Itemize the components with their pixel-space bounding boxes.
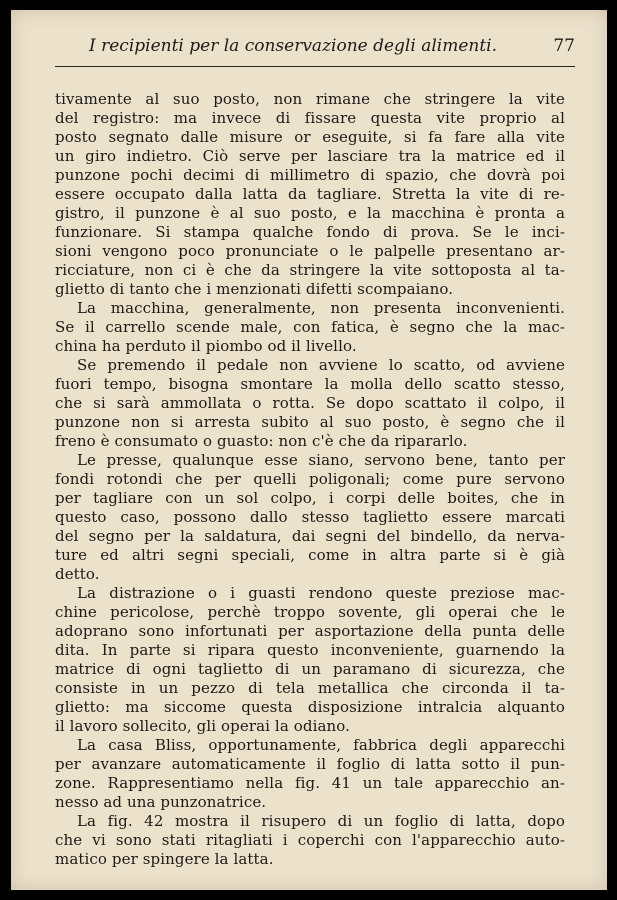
- paragraph: [55, 584, 565, 736]
- text-line: matico per spingere la latta.: [55, 850, 274, 868]
- text-line: La casa Bliss, opportunamente, fabbrica degli apparecchi: [77, 736, 565, 754]
- paragraph: [55, 356, 565, 451]
- text-line: Se il carrello scende male, con fatica, è segno che la mac-: [55, 318, 565, 336]
- text-line: fondi rotondi che per quelli poligonali; come pure servono: [55, 470, 565, 488]
- text-line: china ha perduto il piombo od il livello.: [55, 337, 357, 355]
- text-line: matrice di ogni taglietto di un paramano di sicurezza, che: [55, 660, 565, 678]
- text-line: che vi sono stati ritagliati i coperchi con l'apparecchio auto-: [55, 831, 565, 849]
- paragraph: [55, 812, 565, 869]
- text-line: per avanzare automaticamente il foglio di latta sotto il pun-: [55, 755, 565, 773]
- text-line: detto.: [55, 565, 100, 583]
- page-number: 77: [553, 36, 575, 56]
- text-line: freno è consumato o guasto: non c'è che da ripararlo.: [55, 432, 468, 450]
- text-line: fuori tempo, bisogna smontare la molla dello scatto stesso,: [55, 375, 565, 393]
- text-line: il lavoro sollecito, gli operai la odiano.: [55, 717, 351, 735]
- text-line: glietto: ma siccome questa disposizione intralcia alquanto: [55, 698, 565, 716]
- text-line: La distrazione o i guasti rendono queste preziose mac-: [77, 584, 565, 602]
- text-line: La macchina, generalmente, non presenta inconvenienti.: [77, 299, 565, 317]
- text-line: per tagliare con un sol colpo, i corpi delle boites, che in: [55, 489, 565, 507]
- book-page: [11, 10, 607, 890]
- text-line: punzone non si arresta subito al suo posto, è segno che il: [55, 413, 565, 431]
- text-line: gistro, il punzone è al suo posto, e la macchina è pronta a: [55, 204, 565, 222]
- text-line: del registro: ma invece di fissare questa vite proprio al: [55, 109, 565, 127]
- text-line: punzone pochi decimi di millimetro di spazio, che dovrà poi: [55, 166, 565, 184]
- paragraph: [55, 451, 565, 584]
- paragraph: [55, 90, 565, 299]
- text-line: Le presse, qualunque esse siano, servono bene, tanto per: [77, 451, 565, 469]
- text-line: consiste in un pezzo di tela metallica che circonda il ta-: [55, 679, 565, 697]
- text-line: La fig. 42 mostra il risupero di un foglio di latta, dopo: [77, 812, 565, 830]
- text-line: ture ed altri segni speciali, come in altra parte si è già: [55, 546, 565, 564]
- text-line: dita. In parte si ripara questo inconveniente, guarnendo la: [55, 641, 565, 659]
- text-line: che si sarà ammollata o rotta. Se dopo scattato il colpo, il: [55, 394, 565, 412]
- text-line: essere occupato dalla latta da tagliare. Stretta la vite di re-: [55, 185, 565, 203]
- body-text: [55, 90, 565, 869]
- running-title: I recipienti per la conservazione degli alimenti.: [89, 36, 498, 56]
- text-line: funzionare. Si stampa qualche fondo di prova. Se le inci-: [55, 223, 565, 241]
- running-header: [55, 36, 575, 67]
- text-line: adoprano sono infortunati per asportazione della punta delle: [55, 622, 565, 640]
- text-line: tivamente al suo posto, non rimane che stringere la vite: [55, 90, 565, 108]
- text-line: questo caso, possono dallo stesso taglietto essere marcati: [55, 508, 565, 526]
- text-line: sioni vengono poco pronunciate o le palpelle presentano ar-: [55, 242, 565, 260]
- text-line: nesso ad una punzonatrice.: [55, 793, 267, 811]
- text-line: chine pericolose, perchè troppo sovente, gli operai che le: [55, 603, 565, 621]
- paragraph: [55, 299, 565, 356]
- text-line: ricciature, non ci è che da stringere la vite sottoposta al ta-: [55, 261, 565, 279]
- text-line: del segno per la saldatura, dai segni del bindello, da nerva-: [55, 527, 565, 545]
- paragraph: [55, 736, 565, 812]
- text-line: un giro indietro. Ciò serve per lasciare tra la matrice ed il: [55, 147, 565, 165]
- text-line: zone. Rappresentiamo nella fig. 41 un tale apparecchio an-: [55, 774, 565, 792]
- text-line: posto segnato dalle misure or eseguite, si fa fare alla vite: [55, 128, 565, 146]
- text-line: glietto di tanto che i menzionati difetti scompaiano.: [55, 280, 454, 298]
- text-line: Se premendo il pedale non avviene lo scatto, od avviene: [77, 356, 565, 374]
